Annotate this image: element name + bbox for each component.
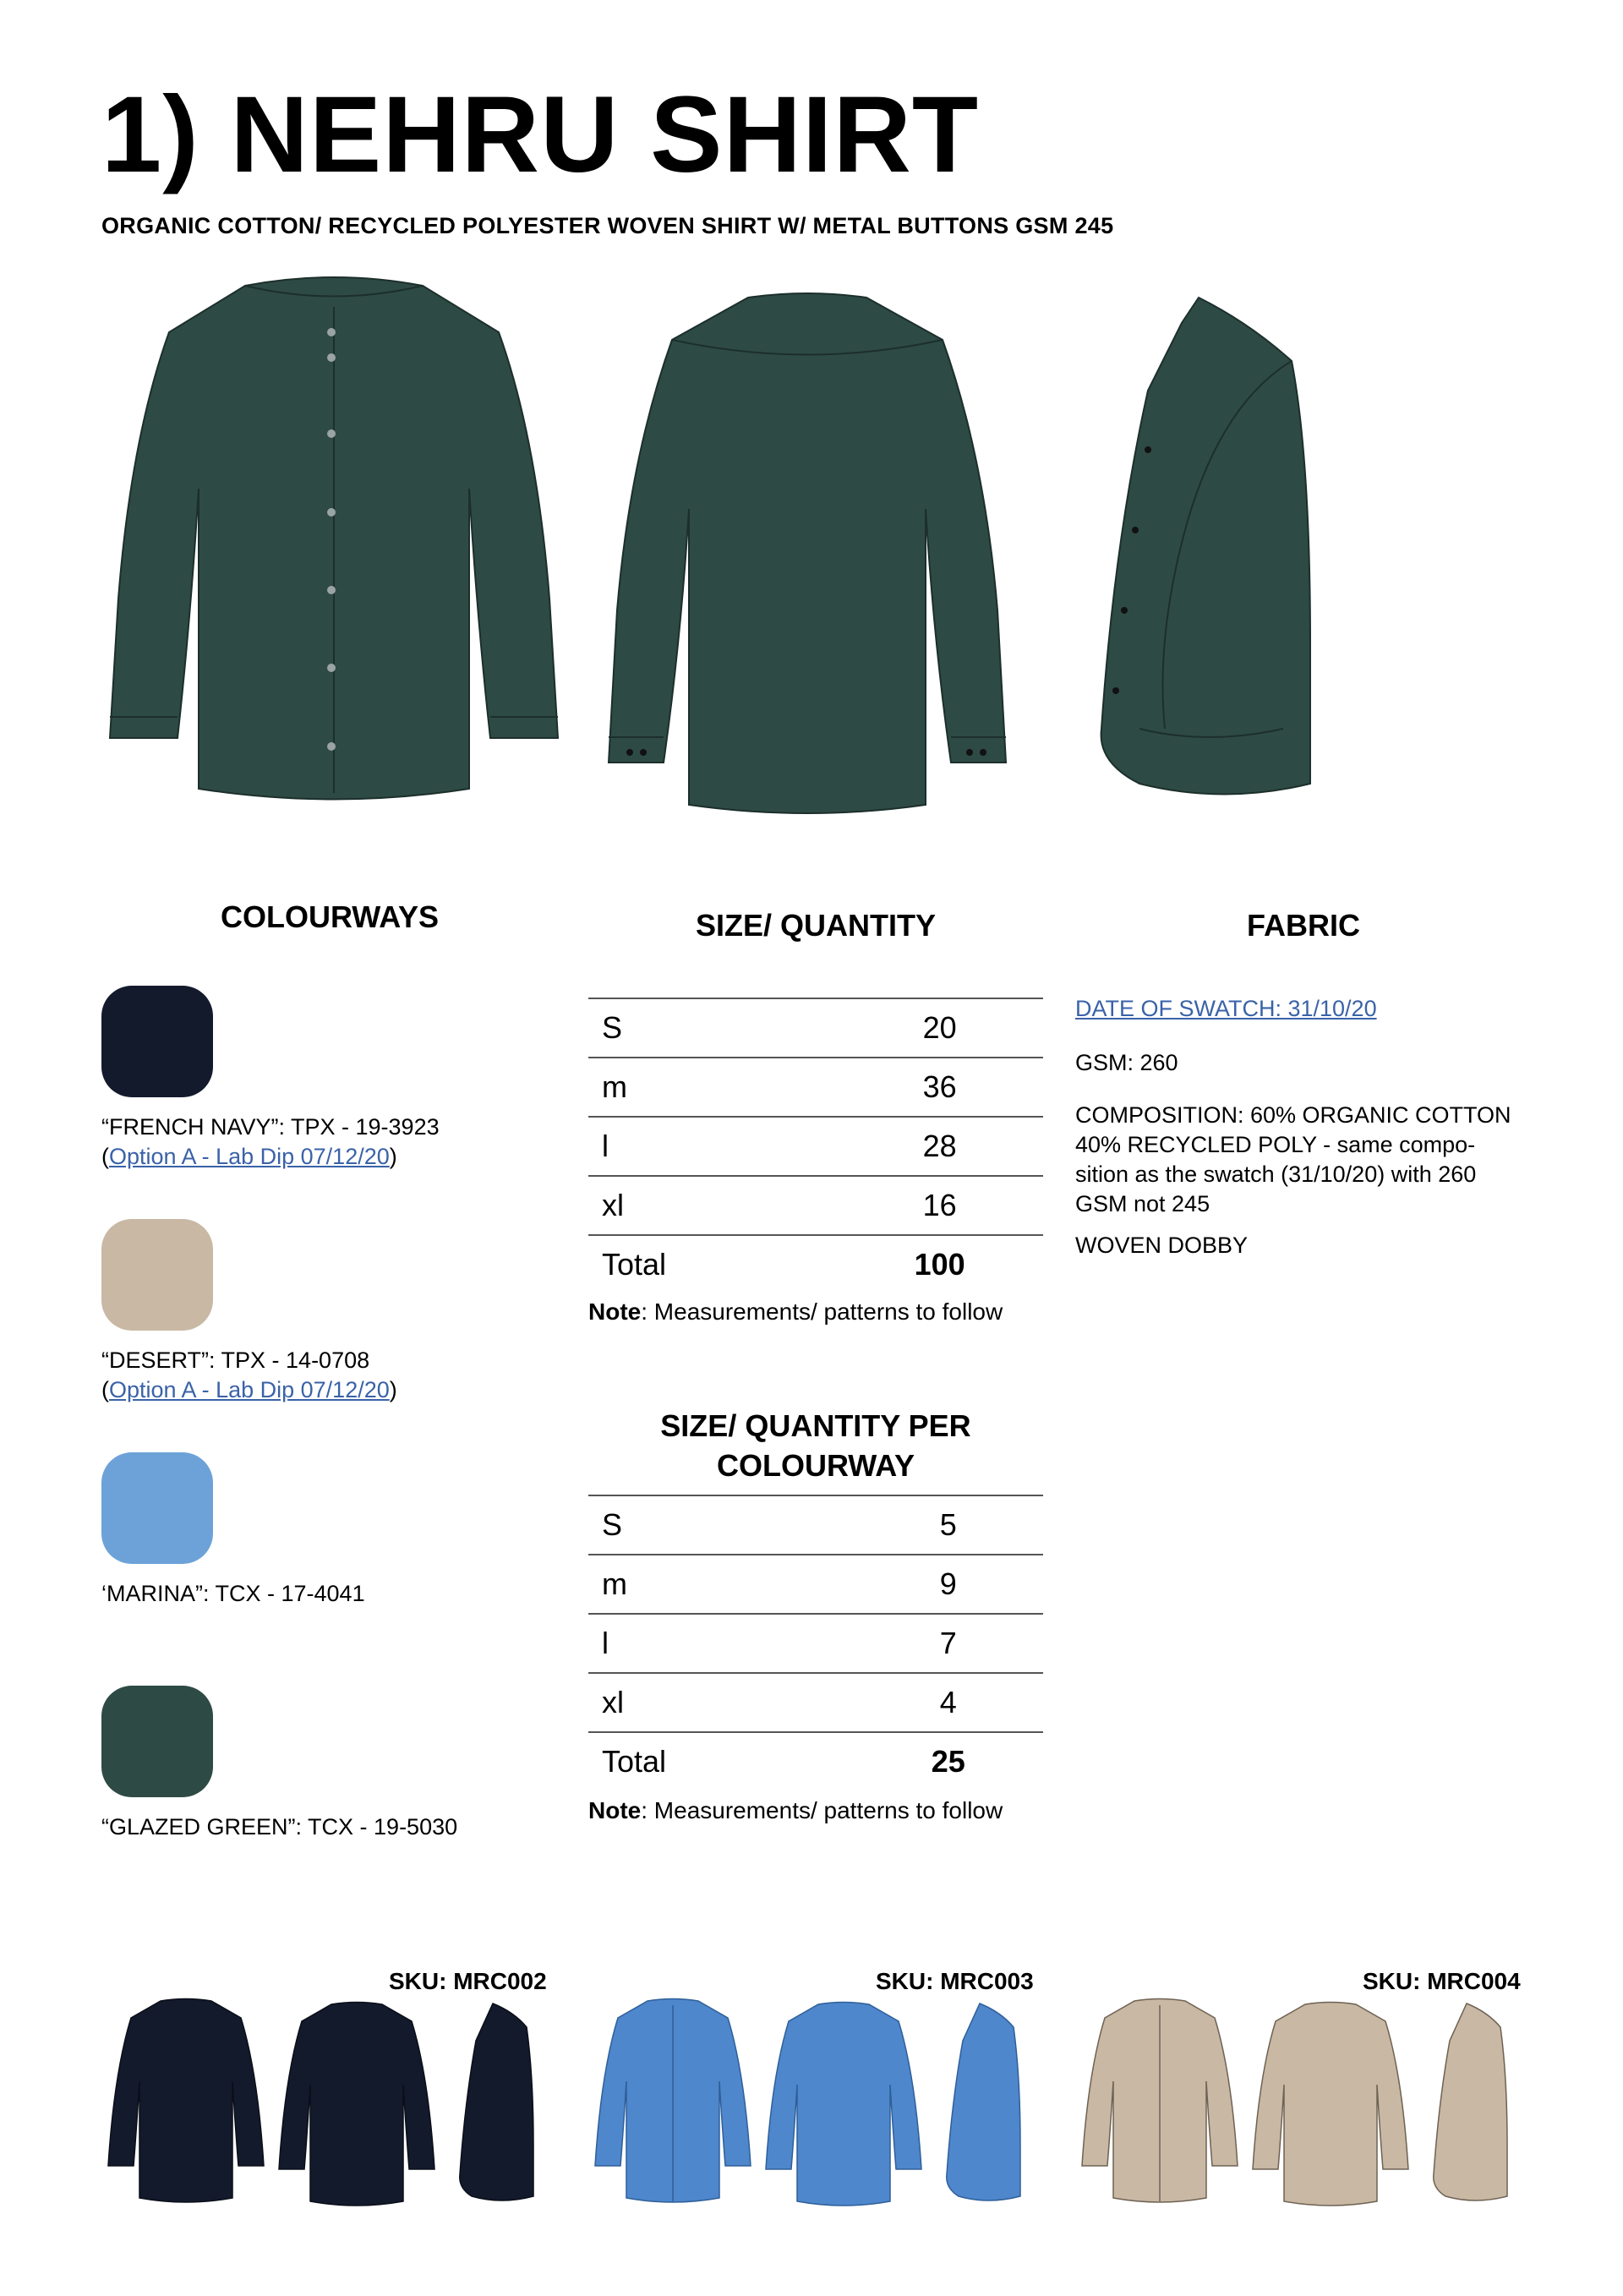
sku-mrc003-back-shirt [759,2000,928,2211]
page-title: 1) NEHRU SHIRT [101,74,980,195]
colourway-glazed-green [101,1812,457,1842]
qty-cell: 16 [768,1176,1043,1235]
qty-cell: 28 [768,1117,1043,1176]
table-row [588,998,1043,1058]
table-row [588,1117,1043,1176]
total-value: 25 [931,1744,965,1779]
table-row [588,1614,1043,1673]
sku-label-mrc003: SKU: MRC003 [876,1968,1034,1994]
colourway-desert [101,1346,397,1405]
size-cell: S [588,1495,785,1555]
size-cell: m [588,1555,785,1614]
sku-mrc003-side-shirt [942,2000,1026,2211]
table-row [588,1495,1043,1555]
sku-label-mrc002: SKU: MRC002 [389,1968,547,1994]
swatch-glazed-green [101,1686,213,1797]
fabric-composition [1075,1101,1511,1219]
size-quantity-note [588,1298,1003,1326]
table-row [588,1058,1043,1117]
sku-mrc004-side-shirt [1429,2000,1513,2211]
qty-cell: 9 [785,1555,1043,1614]
composition-line: 40% RECYCLED POLY - same compo- [1075,1132,1476,1158]
lab-dip-link[interactable]: Option A - Lab Dip 07/12/20 [109,1144,390,1170]
fabric-title: FABRIC [1247,908,1360,943]
composition-line: GSM not 245 [1075,1191,1210,1217]
composition-line: sition as the swatch (31/10/20) with 260 [1075,1162,1477,1188]
size-quantity-per-colourway-table [588,1495,1043,1790]
size-quantity-title: SIZE/ QUANTITY [695,908,936,943]
sku-mrc004-back-shirt [1246,2000,1415,2211]
swatch-desert [101,1219,213,1331]
note-text: : Measurements/ patterns to follow [641,1298,1003,1325]
total-value: 100 [914,1247,965,1282]
sku-mrc002-front-shirt [101,1997,270,2208]
colourway-marina [101,1579,365,1609]
fabric-gsm: GSM: 260 [1075,1050,1178,1075]
sku-mrc002-back-shirt [272,2000,441,2211]
qty-cell: 5 [785,1495,1043,1555]
colourways-title: COLOURWAYS [220,899,440,934]
colourway-name: “GLAZED GREEN”: TCX - 19-5030 [101,1814,458,1840]
total-label: Total [602,1744,667,1779]
size-cell: xl [588,1176,768,1235]
colourway-link-row: (Option A - Lab Dip 07/12/20) [101,1144,397,1170]
date-of-swatch-link[interactable]: DATE OF SWATCH: 31/10/20 [1075,996,1377,1021]
sku-label-mrc004: SKU: MRC004 [1363,1968,1521,1994]
size-cell: xl [588,1673,785,1732]
table-row [588,1176,1043,1235]
total-row [588,1235,1043,1293]
swatch-french-navy [101,986,213,1097]
shirt-back-illustration [579,289,1036,830]
size-cell: m [588,1058,768,1117]
table-row [588,1555,1043,1614]
colourway-link-row: (Option A - Lab Dip 07/12/20) [101,1377,397,1403]
colourway-french-navy [101,1112,440,1172]
sku-mrc004-front-shirt [1075,1997,1244,2208]
page-subtitle: ORGANIC COTTON/ RECYCLED POLYESTER WOVEN SHIRT W/ METAL BUTTONS GSM 245 [101,213,1114,238]
shirt-front-illustration [97,269,571,827]
fabric-weave: WOVEN DOBBY [1075,1233,1249,1258]
shirt-side-illustration [1089,289,1342,822]
total-row [588,1732,1043,1790]
qty-cell: 4 [785,1673,1043,1732]
total-label: Total [602,1247,667,1282]
title-line-1: SIZE/ QUANTITY PER [660,1408,971,1443]
qty-cell: 36 [768,1058,1043,1117]
size-cell: l [588,1117,768,1176]
colourway-name: “DESERT”: TPX - 14-0708 [101,1348,370,1373]
sku-mrc002-side-shirt [455,2000,539,2211]
sku-mrc003-front-shirt [588,1997,757,2208]
size-quantity-per-colourway-note [588,1797,1003,1824]
lab-dip-link[interactable]: Option A - Lab Dip 07/12/20 [109,1377,390,1403]
qty-cell: 7 [785,1614,1043,1673]
title-line-2: COLOURWAY [716,1447,915,1483]
note-label: Note [588,1797,642,1823]
size-cell: l [588,1614,785,1673]
composition-line: COMPOSITION: 60% ORGANIC COTTON [1075,1102,1511,1128]
note-label: Note [588,1298,642,1325]
size-cell: S [588,998,768,1058]
colourway-name: “FRENCH NAVY”: TPX - 19-3923 [101,1114,440,1140]
size-quantity-table [588,998,1043,1293]
table-row [588,1673,1043,1732]
swatch-marina [101,1452,213,1564]
qty-cell: 20 [768,998,1043,1058]
size-quantity-per-colourway-title [588,1407,1043,1486]
note-text: : Measurements/ patterns to follow [641,1797,1003,1823]
colourway-name: ‘MARINA”: TCX - 17-4041 [101,1581,365,1606]
